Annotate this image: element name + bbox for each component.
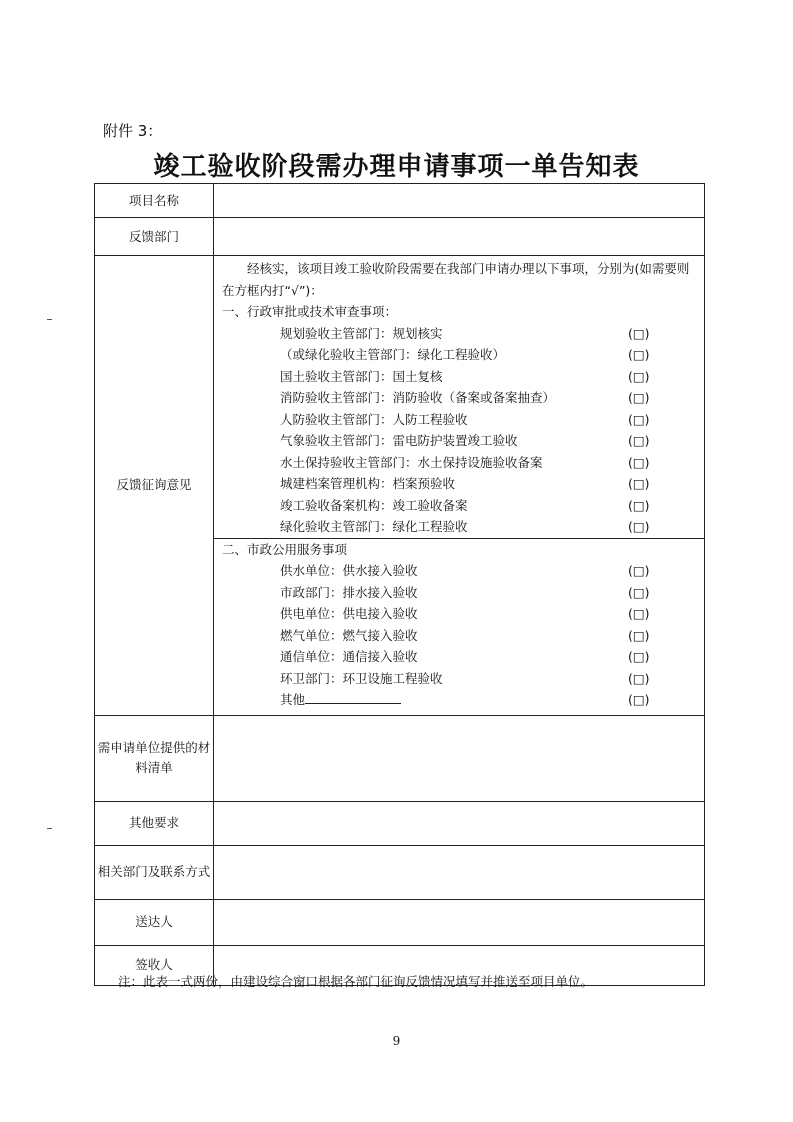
list-item xyxy=(222,582,698,604)
materials-label: 需申请单位提供的材料清单 xyxy=(95,715,214,801)
section2-list xyxy=(222,560,698,689)
item-label: 消防验收主管部门：消防验收（备案或备案抽查） xyxy=(280,390,556,405)
table-row xyxy=(95,845,705,899)
checkbox[interactable]: (□) xyxy=(628,390,650,405)
checkbox[interactable]: (□) xyxy=(628,627,650,643)
list-item-other xyxy=(222,689,698,711)
margin-mark xyxy=(47,319,52,320)
feedback-dept-field[interactable] xyxy=(214,218,705,256)
list-item xyxy=(222,409,698,431)
checkbox[interactable]: (□) xyxy=(628,368,650,384)
item-label: 通信单位：通信接入验收 xyxy=(280,649,418,664)
project-name-label: 项目名称 xyxy=(95,184,214,218)
table-row xyxy=(95,184,705,218)
checkbox[interactable]: (□) xyxy=(628,563,650,578)
notice-form-table xyxy=(94,183,705,986)
item-label: 供水单位：供水接入验收 xyxy=(280,563,418,578)
page-number: 9 xyxy=(392,1034,401,1048)
checkbox[interactable]: (□) xyxy=(628,411,650,427)
item-label: 人防验收主管部门：人防工程验收 xyxy=(280,411,468,427)
checkbox[interactable]: (□) xyxy=(628,433,650,448)
item-label: 燃气单位：燃气接入验收 xyxy=(280,627,418,643)
item-label: 城建档案管理机构：档案预验收 xyxy=(280,476,456,491)
table-row xyxy=(95,715,705,801)
list-item xyxy=(222,473,698,495)
section1-list xyxy=(222,323,698,538)
item-label: 环卫部门：环卫设施工程验收 xyxy=(280,670,443,686)
checkbox[interactable]: (□) xyxy=(628,692,650,707)
attachment-label: 附件 3： xyxy=(103,122,163,140)
other-label: 其他 xyxy=(280,692,306,707)
list-item xyxy=(222,387,698,409)
checkbox[interactable]: (□) xyxy=(628,325,650,341)
margin-mark xyxy=(47,828,52,829)
section2-title: 二、市政公用服务事项 xyxy=(214,538,704,561)
list-item xyxy=(222,603,698,625)
checkbox[interactable]: (□) xyxy=(628,347,650,362)
project-name-field[interactable] xyxy=(214,184,705,218)
list-item xyxy=(222,495,698,517)
item-label: 规划验收主管部门：规划核实 xyxy=(280,325,443,341)
item-label: 供电单位：供电接入验收 xyxy=(280,606,418,621)
item-label: 国土验收主管部门：国土复核 xyxy=(280,368,443,384)
checkbox[interactable]: (□) xyxy=(628,649,650,664)
feedback-content xyxy=(214,256,704,715)
list-item xyxy=(222,560,698,582)
item-label: 市政部门：排水接入验收 xyxy=(280,584,418,600)
list-item xyxy=(222,625,698,647)
table-row xyxy=(95,801,705,845)
checkbox[interactable]: (□) xyxy=(628,606,650,621)
checkbox[interactable]: (□) xyxy=(628,519,650,534)
checkbox[interactable]: (□) xyxy=(628,476,650,491)
receiver-label: 签收人 xyxy=(95,945,214,985)
item-label: （或绿化验收主管部门：绿化工程验收） xyxy=(280,347,506,362)
feedback-opinion-label: 反馈征询意见 xyxy=(95,256,214,716)
list-item xyxy=(222,366,698,388)
list-item xyxy=(222,344,698,366)
materials-field[interactable] xyxy=(214,715,705,801)
sender-label: 送达人 xyxy=(95,899,214,945)
footnote: 注：此表一式两份，由建设综合窗口根据各部门征询反馈情况填写并推送至项目单位。 xyxy=(118,974,594,989)
item-label: 绿化验收主管部门：绿化工程验收 xyxy=(280,519,468,534)
feedback-opinion-cell xyxy=(214,256,705,716)
list-item xyxy=(222,323,698,345)
table-row xyxy=(95,256,705,716)
table-row xyxy=(95,899,705,945)
contact-label: 相关部门及联系方式 xyxy=(95,845,214,899)
feedback-intro: 经核实，该项目竣工验收阶段需要在我部门申请办理以下事项，分别为(如需要则在方框内打“√”)： xyxy=(222,261,690,298)
other-requirements-field[interactable] xyxy=(214,801,705,845)
list-item xyxy=(222,646,698,668)
table-row xyxy=(95,218,705,256)
sender-field[interactable] xyxy=(214,899,705,945)
item-label: 水土保持验收主管部门：水土保持设施验收备案 xyxy=(280,454,543,470)
list-item xyxy=(222,452,698,474)
feedback-dept-label: 反馈部门 xyxy=(95,218,214,256)
section1-title: 一、行政审批或技术审查事项： xyxy=(222,304,398,319)
checkbox[interactable]: (□) xyxy=(628,454,650,470)
item-label: 气象验收主管部门：雷电防护装置竣工验收 xyxy=(280,433,518,448)
contact-field[interactable] xyxy=(214,845,705,899)
page-title: 竣工验收阶段需办理申请事项一单告知表 xyxy=(153,152,640,182)
list-item xyxy=(222,516,698,538)
other-blank-field[interactable] xyxy=(305,689,401,704)
checkbox[interactable]: (□) xyxy=(628,584,650,600)
list-item xyxy=(222,668,698,690)
other-requirements-label: 其他要求 xyxy=(95,801,214,845)
item-label: 竣工验收备案机构：竣工验收备案 xyxy=(280,497,468,513)
checkbox[interactable]: (□) xyxy=(628,497,650,513)
checkbox[interactable]: (□) xyxy=(628,670,650,686)
list-item xyxy=(222,430,698,452)
